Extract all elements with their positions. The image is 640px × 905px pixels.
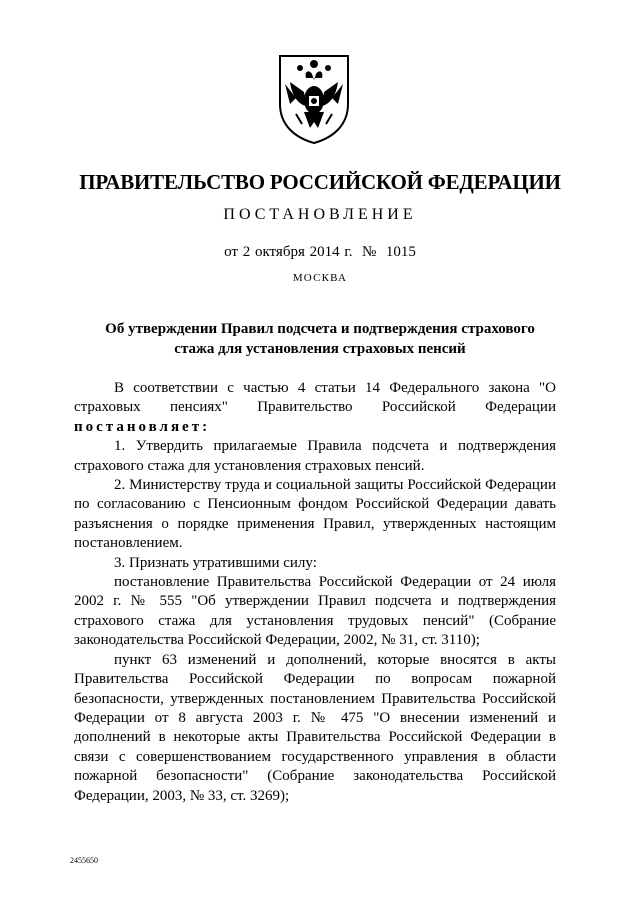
date-and-number: от 2 октября 2014 г. № 1015 xyxy=(224,244,416,260)
item-3-subitem-1: постановление Правительства Российской Федерации от 24 июля 2002 г. № 555 "Об утверждении Правил подсчета и подтверждения страхового стажа для установления трудовых пенсий" (Собрание законодательства Российской Федерации, 2002, № 31, ст. 3110); xyxy=(74,574,556,649)
resolves-word: постановляет: xyxy=(74,418,211,435)
item-3-subitem-2: пункт 63 изменений и дополнений, которые вносятся в акты Правительства Российской Федерации по вопросам пожарной безопасности, утвержденных постановлением Правительства Российской Федерации от 8 августа 2003 г. № 475 "О внесении изменений и дополнений в некоторые акты Правительства Российской Федерации в связи с совершенствованием государственного управления в области пожарной безопасности" (Собрание законодательства Российской Федерации, 2003, № 33, ст. 3269); xyxy=(74,651,556,804)
document-body xyxy=(74,379,556,806)
document-type: ПОСТАНОВЛЕНИЕ xyxy=(223,206,417,223)
item-2: 2. Министерству труда и социальной защиты Российской Федерации по согласованию с Пенсионным фондом Российской Федерации давать разъяснения о порядке применения Правил, утвержденных настоящим постановлением. xyxy=(74,477,556,552)
item-1: 1. Утвердить прилагаемые Правила подсчета и подтверждения страхового стажа для установления страховых пенсий. xyxy=(74,438,556,474)
document-title: Об утверждении Правил подсчета и подтверждения страхового стажа для установления страховых пенсий xyxy=(105,321,535,357)
preamble: В соответствии с частью 4 статьи 14 Федерального закона "О страховых пенсиях" Правительство Российской Федерации xyxy=(74,380,556,416)
city: МОСКВА xyxy=(292,272,348,284)
government-name: ПРАВИТЕЛЬСТВО РОССИЙСКОЙ ФЕДЕРАЦИИ xyxy=(79,170,561,194)
russian-coat-of-arms-icon xyxy=(276,52,352,146)
document-number: 2455650 xyxy=(70,856,98,865)
item-3: 3. Признать утратившими силу: xyxy=(114,554,317,571)
